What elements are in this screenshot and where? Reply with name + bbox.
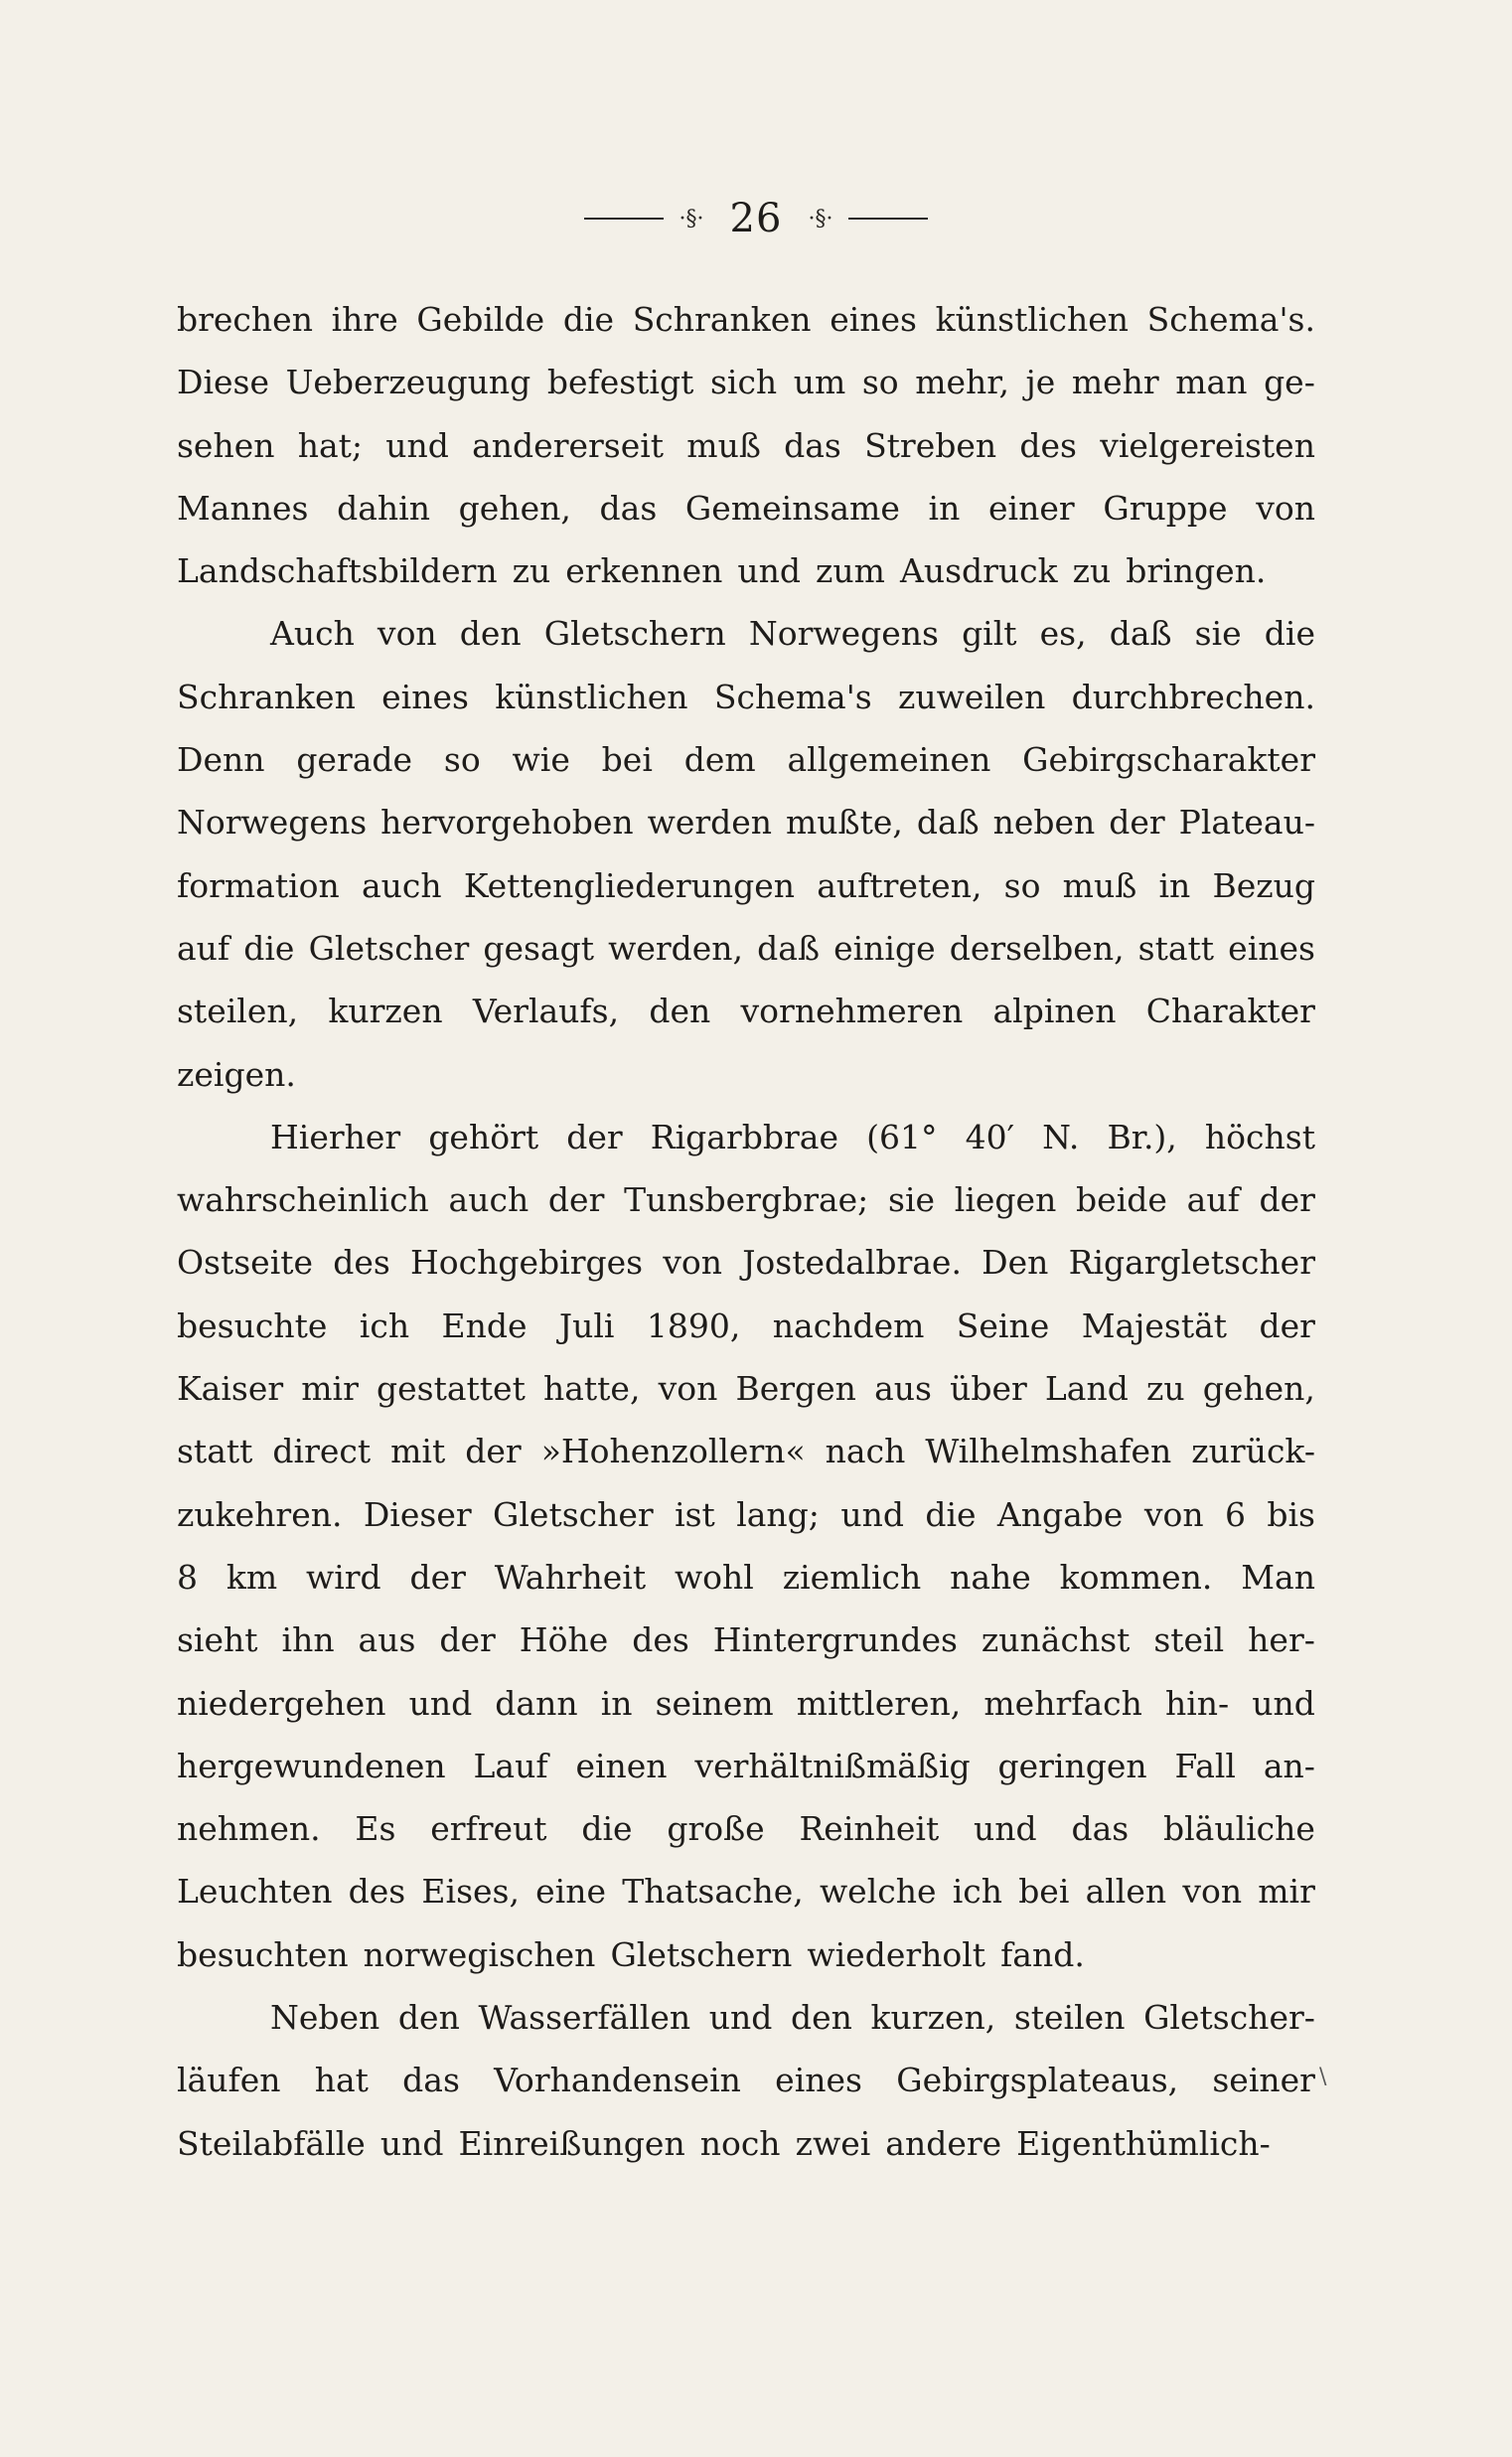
text-line: Landschaftsbildern zu erkennen und zum Ausdruck zu bringen. — [177, 551, 1267, 591]
body-text — [177, 288, 1315, 2175]
text-line: Steilabfälle und Einreißungen noch zwei andere Eigenthümlich- — [177, 2123, 1271, 2163]
text-line: Schranken eines künstlichen Schema's zuweilen durchbrechen. — [177, 677, 1315, 716]
text-line: Ostseite des Hochgebirges von Jostedalbrae. Den Rigargletscher — [177, 1243, 1315, 1283]
text-line: zukehren. Dieser Gletscher ist lang; und die Angabe von 6 bis — [177, 1494, 1315, 1534]
text-line: niedergehen und dann in seinem mittleren, mehrfach hin- und — [177, 1683, 1315, 1723]
text-line: brechen ihre Gebilde die Schranken eines künstlichen Schema's. — [177, 300, 1315, 339]
text-line: auf die Gletscher gesagt werden, daß einige derselben, statt eines — [177, 928, 1315, 968]
margin-mark: \ — [1319, 2065, 1327, 2089]
text-line: sieht ihn aus der Höhe des Hintergrundes zunächst steil her- — [177, 1620, 1315, 1660]
text-line: statt direct mit der »Hohenzollern« nach Wilhelmshafen zurück- — [177, 1432, 1315, 1471]
text-line: formation auch Kettengliederungen auftreten, so muß in Bezug — [177, 865, 1315, 905]
text-line: 8 km wird der Wahrheit wohl ziemlich nahe kommen. Man — [177, 1557, 1315, 1597]
page-number: 26 — [729, 196, 783, 241]
text-line: Hierher gehört der Rigarbbrae (61° 40′ N. Br.), höchst — [270, 1117, 1315, 1156]
text-line: Kaiser mir gestattet hatte, von Bergen aus über Land zu gehen, — [177, 1369, 1315, 1409]
text-line: Denn gerade so wie bei dem allgemeinen Gebirgscharakter — [177, 740, 1315, 780]
text-line: Neben den Wasserfällen und den kurzen, steilen Gletscher- — [270, 1998, 1315, 2038]
header-rule-left — [584, 218, 664, 220]
text-line: besuchte ich Ende Juli 1890, nachdem Seine Majestät der — [177, 1305, 1315, 1345]
text-line: wahrscheinlich auch der Tunsbergbrae; sie liegen beide auf der — [177, 1180, 1315, 1220]
text-line: zeigen. — [177, 1054, 296, 1094]
text-line: steilen, kurzen Verlaufs, den vornehmeren alpinen Charakter — [177, 992, 1315, 1031]
ornament-left-icon: ·§· — [679, 206, 704, 231]
page-header — [0, 189, 1512, 248]
text-line: sehen hat; und andererseit muß das Streben des vielgereisten — [177, 425, 1315, 465]
text-line: besuchten norwegischen Gletschern wiederholt fand. — [177, 1934, 1085, 1974]
header-rule-right — [848, 218, 928, 220]
text-line: Norwegens hervorgehoben werden mußte, daß neben der Plateau- — [177, 803, 1315, 843]
text-line: hergewundenen Lauf einen verhältnißmäßig geringen Fall an- — [177, 1746, 1315, 1785]
ornament-right-icon: ·§· — [808, 206, 833, 231]
text-line: Mannes dahin gehen, das Gemeinsame in einer Gruppe von — [177, 488, 1315, 528]
text-line: Leuchten des Eises, eine Thatsache, welche ich bei allen von mir — [177, 1872, 1315, 1912]
text-line: nehmen. Es erfreut die große Reinheit und das bläuliche — [177, 1809, 1315, 1849]
text-line: läufen hat das Vorhandensein eines Gebirgsplateaus, seiner — [177, 2061, 1315, 2100]
text-line: Auch von den Gletschern Norwegens gilt es, daß sie die — [270, 614, 1315, 654]
text-line: Diese Ueberzeugung befestigt sich um so mehr, je mehr man ge- — [177, 363, 1315, 402]
